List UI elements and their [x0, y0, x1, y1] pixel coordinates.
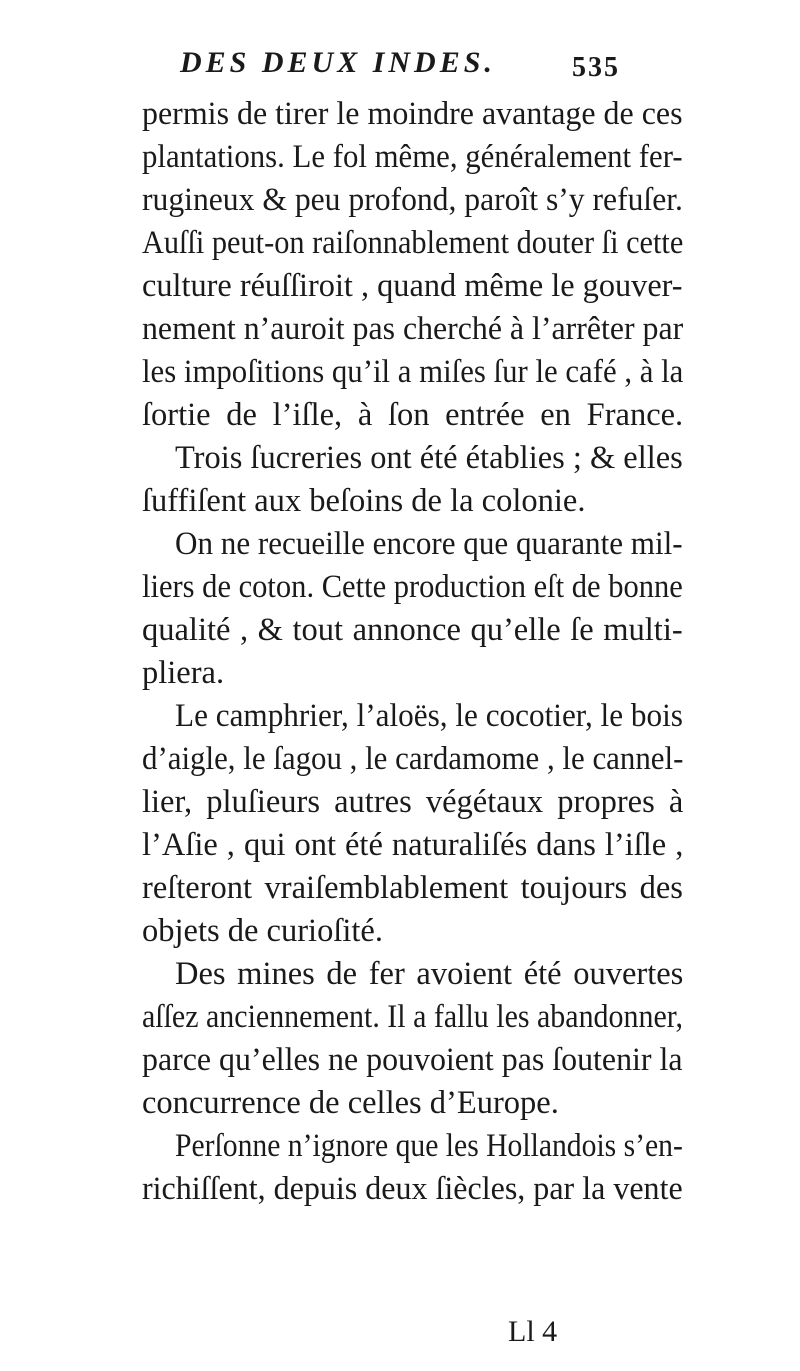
text-line: pliera.: [142, 655, 225, 691]
text-line: Auſſi peut-on raiſonnablement douter ſi cette: [142, 225, 684, 261]
text-line: permis de tirer le moindre avantage de ces: [142, 96, 683, 132]
text-line: Trois ſucreries ont été établies ; & elles: [175, 440, 683, 476]
text-line: reſteront vraiſemblablement toujours des: [142, 870, 683, 906]
text-line: lier, pluſieurs autres végétaux propres à: [142, 784, 684, 820]
text-line: Perſonne n’ignore que les Hollandois s’en-: [175, 1128, 683, 1164]
text-line: concurrence de celles d’Europe.: [142, 1085, 559, 1121]
text-line: plantations. Le fol même, généralement fer-: [142, 139, 683, 175]
text-line: d’aigle, le ſagou , le cardamome , le cannel-: [142, 741, 684, 777]
text-line: les impoſitions qu’il a miſes ſur le café , à la: [142, 354, 684, 390]
text-line: richiſſent, depuis deux ſiècles, par la vente: [142, 1171, 683, 1207]
text-line: Le camphrier, l’aloës, le cocotier, le bois: [175, 698, 683, 734]
text-line: ſortie de l’iſle, à ſon entrée en France.: [142, 397, 684, 433]
running-title: DES DEUX INDES.: [180, 46, 496, 79]
text-line: parce qu’elles ne pouvoient pas ſoutenir la: [142, 1042, 683, 1078]
text-line: On ne recueille encore que quarante mil-: [175, 526, 683, 562]
text-line: liers de coton. Cette production eſt de bonne: [142, 569, 683, 605]
page-number: 535: [572, 52, 620, 83]
text-line: qualité , & tout annonce qu’elle ſe multi-: [142, 612, 683, 648]
text-line: nement n’auroit pas cherché à l’arrêter par: [142, 311, 684, 347]
text-line: culture réuſſiroit , quand même le gouver-: [142, 268, 683, 304]
text-line: l’Aſie , qui ont été naturaliſés dans l’iſle ,: [142, 827, 684, 863]
text-line: rugineux & peu profond, paroît s’y refuſer.: [142, 182, 683, 218]
text-line: Des mines de fer avoient été ouvertes: [175, 956, 684, 992]
text-line: aſſez anciennement. Il a fallu les abandonner,: [142, 999, 684, 1035]
signature-mark: Ll 4: [508, 1315, 558, 1348]
running-head: [180, 46, 620, 96]
text-line: ſuffiſent aux beſoins de la colonie.: [142, 483, 586, 519]
text-line: objets de curioſité.: [142, 913, 383, 949]
